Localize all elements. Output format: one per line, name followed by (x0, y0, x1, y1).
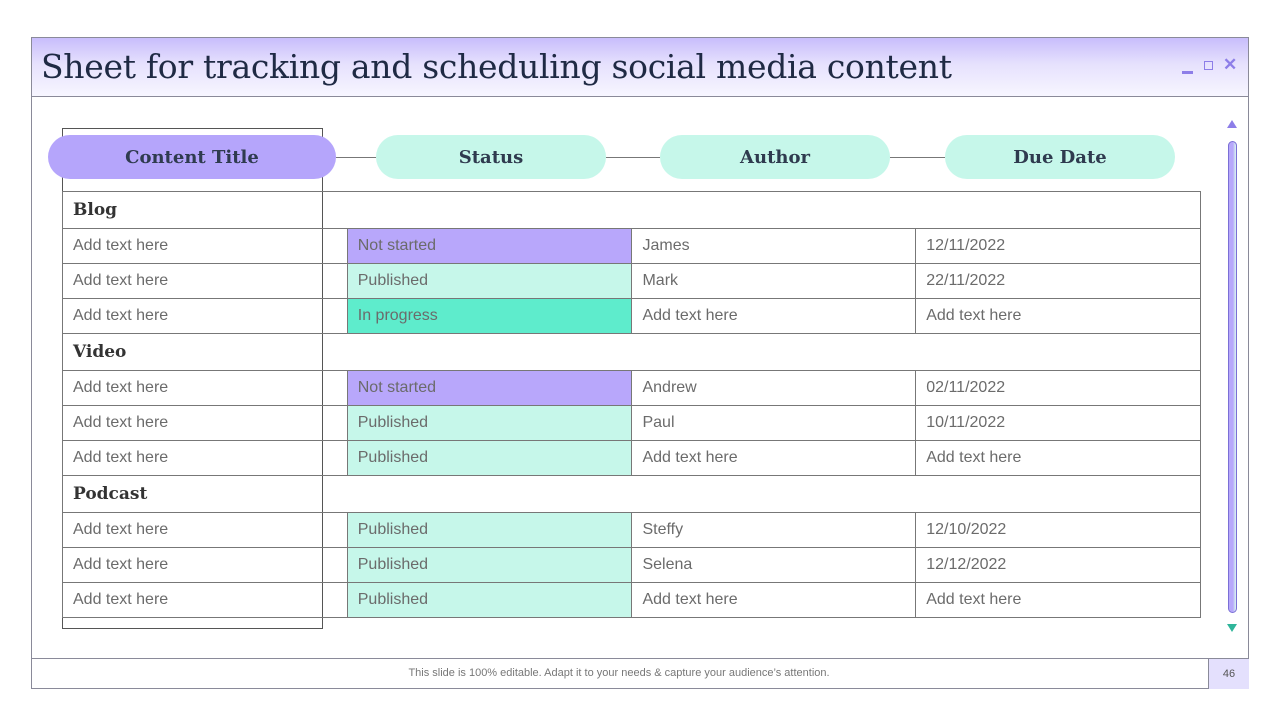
group-row (63, 192, 1201, 229)
due-date-cell[interactable]: 22/11/2022 (916, 264, 1201, 299)
content-schedule-table (62, 191, 1201, 618)
content-title-cell[interactable]: Add text here (63, 406, 348, 441)
header-connector-line (890, 157, 945, 158)
maximize-icon[interactable] (1204, 61, 1213, 70)
table-row (63, 264, 1201, 299)
title-bar (32, 38, 1248, 97)
header-connector-line (606, 157, 660, 158)
author-cell[interactable]: James (632, 229, 916, 264)
status-cell[interactable]: Published (347, 441, 632, 476)
author-cell[interactable]: Add text here (632, 441, 916, 476)
content-title-cell[interactable]: Add text here (63, 264, 348, 299)
content-title-cell[interactable]: Add text here (63, 229, 348, 264)
group-row (63, 334, 1201, 371)
header-connector-line (336, 157, 376, 158)
author-cell[interactable]: Andrew (632, 371, 916, 406)
table-row (63, 371, 1201, 406)
table-row (63, 548, 1201, 583)
author-cell[interactable]: Add text here (632, 583, 916, 618)
minimize-icon[interactable] (1182, 71, 1193, 74)
group-label: Blog (63, 192, 1201, 229)
group-label: Video (63, 334, 1201, 371)
author-cell[interactable]: Add text here (632, 299, 916, 334)
status-cell[interactable]: In progress (347, 299, 632, 334)
table-row (63, 513, 1201, 548)
table-row (63, 583, 1201, 618)
due-date-cell[interactable]: 12/10/2022 (916, 513, 1201, 548)
due-date-cell[interactable]: 12/11/2022 (916, 229, 1201, 264)
vertical-scrollbar[interactable] (1228, 141, 1237, 613)
close-icon[interactable]: ✕ (1223, 55, 1238, 74)
status-cell[interactable]: Published (347, 406, 632, 441)
due-date-cell[interactable]: Add text here (916, 441, 1201, 476)
content-title-cell[interactable]: Add text here (63, 548, 348, 583)
content-title-cell[interactable]: Add text here (63, 583, 348, 618)
status-cell[interactable]: Not started (347, 229, 632, 264)
content-title-cell[interactable]: Add text here (63, 371, 348, 406)
status-cell[interactable]: Published (347, 264, 632, 299)
content-title-cell[interactable]: Add text here (63, 441, 348, 476)
table-row (63, 299, 1201, 334)
column-header-content-title[interactable]: Content Title (48, 135, 336, 179)
status-cell[interactable]: Published (347, 513, 632, 548)
due-date-cell[interactable]: 02/11/2022 (916, 371, 1201, 406)
footer-text: This slide is 100% editable. Adapt it to your needs & capture your audience’s attention. (408, 667, 830, 679)
status-cell[interactable]: Published (347, 583, 632, 618)
due-date-cell[interactable]: 10/11/2022 (916, 406, 1201, 441)
group-row (63, 476, 1201, 513)
author-cell[interactable]: Mark (632, 264, 916, 299)
content-title-cell[interactable]: Add text here (63, 299, 348, 334)
table-row (63, 441, 1201, 476)
status-cell[interactable]: Published (347, 548, 632, 583)
table-row (63, 229, 1201, 264)
footer-bar (31, 658, 1249, 689)
due-date-cell[interactable]: Add text here (916, 299, 1201, 334)
status-cell[interactable]: Not started (347, 371, 632, 406)
column-header-author[interactable]: Author (660, 135, 890, 179)
author-cell[interactable]: Paul (632, 406, 916, 441)
scroll-down-arrow-icon[interactable] (1227, 624, 1237, 632)
column-header-due-date[interactable]: Due Date (945, 135, 1175, 179)
author-cell[interactable]: Steffy (632, 513, 916, 548)
content-title-cell[interactable]: Add text here (63, 513, 348, 548)
page-number: 46 (1208, 659, 1249, 689)
column-header-status[interactable]: Status (376, 135, 606, 179)
scroll-up-arrow-icon[interactable] (1227, 120, 1237, 128)
due-date-cell[interactable]: Add text here (916, 583, 1201, 618)
page-title: Sheet for tracking and scheduling social media content (41, 47, 952, 86)
due-date-cell[interactable]: 12/12/2022 (916, 548, 1201, 583)
table-row (63, 406, 1201, 441)
author-cell[interactable]: Selena (632, 548, 916, 583)
group-label: Podcast (63, 476, 1201, 513)
